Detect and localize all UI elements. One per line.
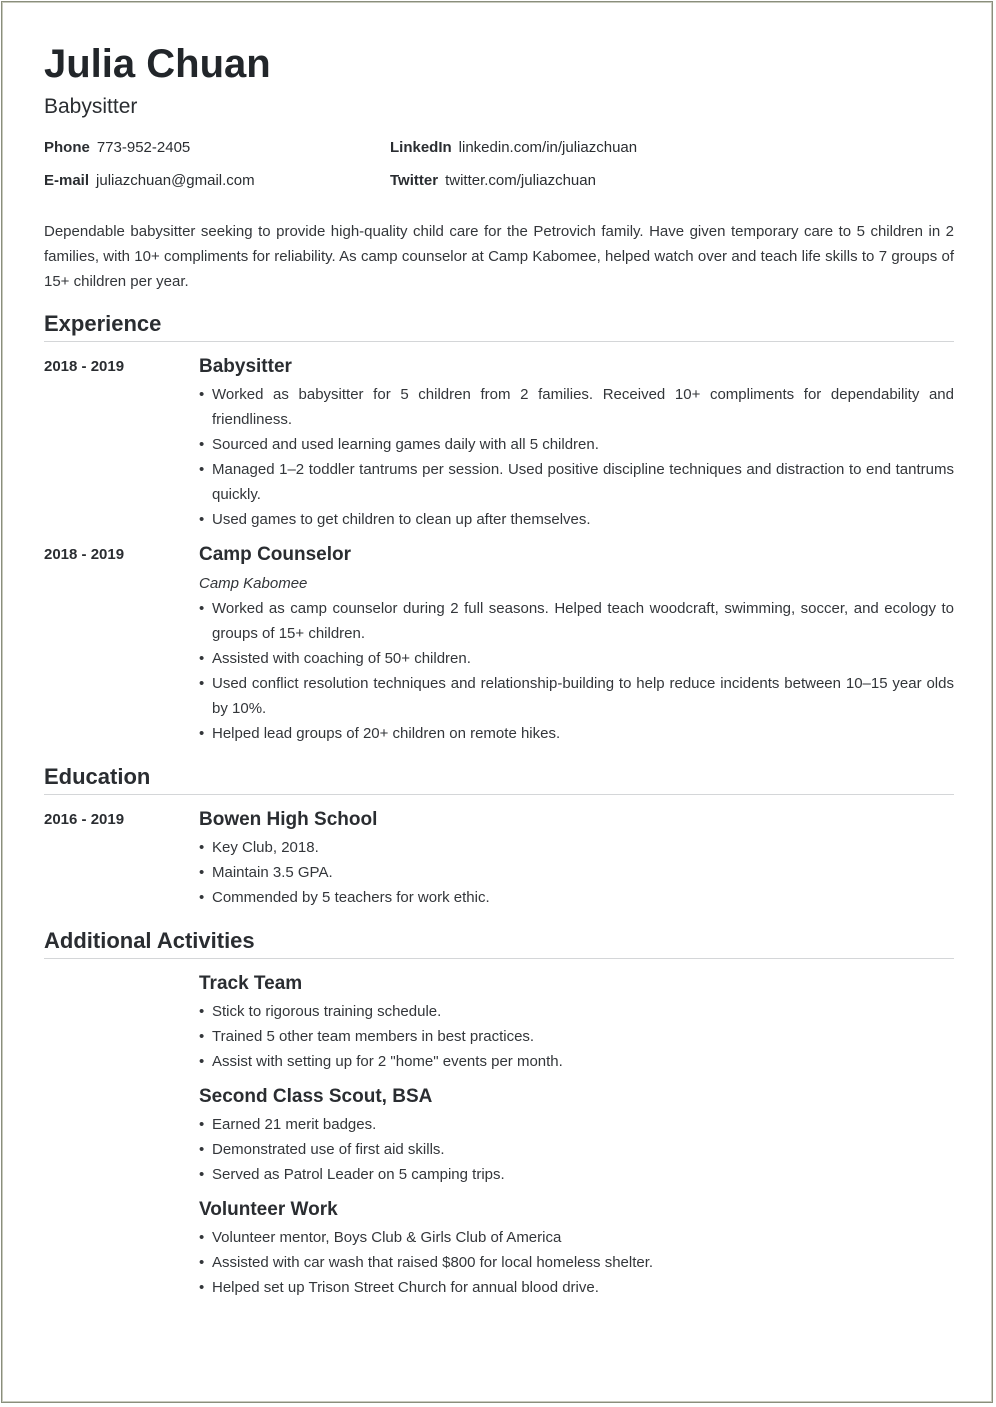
experience-entry — [44, 543, 954, 746]
entry-role: Bowen High School — [199, 809, 378, 830]
bullet-item: • Sourced and used learning games daily with all 5 children. — [199, 432, 954, 457]
entry-role: Camp Counselor — [199, 544, 352, 565]
bullet-item: • Assist with setting up for 2 "home" events per month. — [199, 1049, 954, 1074]
contact-value[interactable]: twitter.com/juliazchuan — [445, 172, 596, 189]
bullet-list — [199, 1225, 954, 1300]
bullet-list — [199, 999, 954, 1074]
education-entry — [44, 808, 954, 910]
bullet-item: • Worked as babysitter for 5 children from 2 families. Received 10+ compliments for dependability and friendliness. — [199, 382, 954, 432]
resume-content — [44, 40, 954, 1300]
bullet-item: • Demonstrated use of first aid skills. — [199, 1137, 954, 1162]
section-divider — [44, 958, 954, 959]
bullet-item: • Trained 5 other team members in best practices. — [199, 1024, 954, 1049]
bullet-item: • Earned 21 merit badges. — [199, 1112, 954, 1137]
entry-dates: 2018 - 2019 — [44, 546, 125, 563]
candidate-name: Julia Chuan — [44, 42, 271, 86]
contact-label: LinkedIn — [390, 139, 452, 156]
bullet-item: • Commended by 5 teachers for work ethic. — [199, 885, 954, 910]
resume-page — [1, 1, 993, 1403]
section-title-activities: Additional Activities — [44, 928, 255, 953]
candidate-title: Babysitter — [44, 95, 138, 118]
entry-organization: Camp Kabomee — [199, 575, 308, 592]
entry-dates: 2018 - 2019 — [44, 358, 125, 375]
bullet-item: • Helped set up Trison Street Church for annual blood drive. — [199, 1275, 954, 1300]
activity-entry — [44, 972, 954, 1074]
contact-value[interactable]: 773-952-2405 — [96, 139, 191, 156]
contact-twitter — [390, 171, 596, 191]
entry-dates: 2016 - 2019 — [44, 811, 125, 828]
contact-phone — [44, 138, 190, 158]
bullet-item: • Assisted with car wash that raised $800 for local homeless shelter. — [199, 1250, 954, 1275]
section-title-experience: Experience — [44, 311, 162, 336]
bullet-list — [199, 1112, 954, 1187]
experience-entry — [44, 355, 954, 532]
entry-role: Second Class Scout, BSA — [199, 1086, 433, 1107]
bullet-item: • Used games to get children to clean up after themselves. — [199, 507, 954, 532]
activity-entry — [44, 1085, 954, 1187]
activity-entry — [44, 1198, 954, 1300]
bullet-item: • Key Club, 2018. — [199, 835, 954, 860]
section-divider — [44, 341, 954, 342]
summary-paragraph: Dependable babysitter seeking to provide high-quality child care for the Petrovich family. Have given temporary care to 5 children in 2 families, with 10+ compliments for reliability. As camp counselor at Camp Kabomee, helped watch over and teach life skills to 7 groups of 15+ children per year. — [44, 223, 954, 290]
bullet-item: • Worked as camp counselor during 2 full seasons. Helped teach woodcraft, swimming, soccer, and ecology to groups of 15+ children. — [199, 596, 954, 646]
entry-role: Babysitter — [199, 356, 292, 377]
contact-value[interactable]: juliazchuan@gmail.com — [96, 172, 255, 189]
bullet-list — [199, 835, 954, 910]
contact-label: Twitter — [390, 172, 439, 189]
bullet-list — [199, 382, 954, 532]
contact-label: E-mail — [44, 172, 90, 189]
bullet-item: • Helped lead groups of 20+ children on remote hikes. — [199, 721, 954, 746]
section-divider — [44, 794, 954, 795]
contact-linkedin — [390, 138, 637, 158]
bullet-item: • Maintain 3.5 GPA. — [199, 860, 954, 885]
bullet-item: • Used conflict resolution techniques and relationship-building to help reduce incidents between 10–15 year olds by 10%. — [199, 671, 954, 721]
entry-role: Volunteer Work — [199, 1199, 338, 1220]
contact-block — [44, 138, 954, 208]
bullet-item: • Stick to rigorous training schedule. — [199, 999, 954, 1024]
entry-role: Track Team — [199, 973, 303, 994]
bullet-item: • Assisted with coaching of 50+ children. — [199, 646, 954, 671]
contact-value[interactable]: linkedin.com/in/juliazchuan — [458, 139, 638, 156]
bullet-list — [199, 596, 954, 746]
bullet-item: • Volunteer mentor, Boys Club & Girls Club of America — [199, 1225, 954, 1250]
bullet-item: • Served as Patrol Leader on 5 camping trips. — [199, 1162, 954, 1187]
contact-email — [44, 171, 255, 191]
section-title-education: Education — [44, 764, 151, 789]
contact-label: Phone — [44, 139, 90, 156]
bullet-item: • Managed 1–2 toddler tantrums per session. Used positive discipline techniques and distraction to end tantrums quickly. — [199, 457, 954, 507]
